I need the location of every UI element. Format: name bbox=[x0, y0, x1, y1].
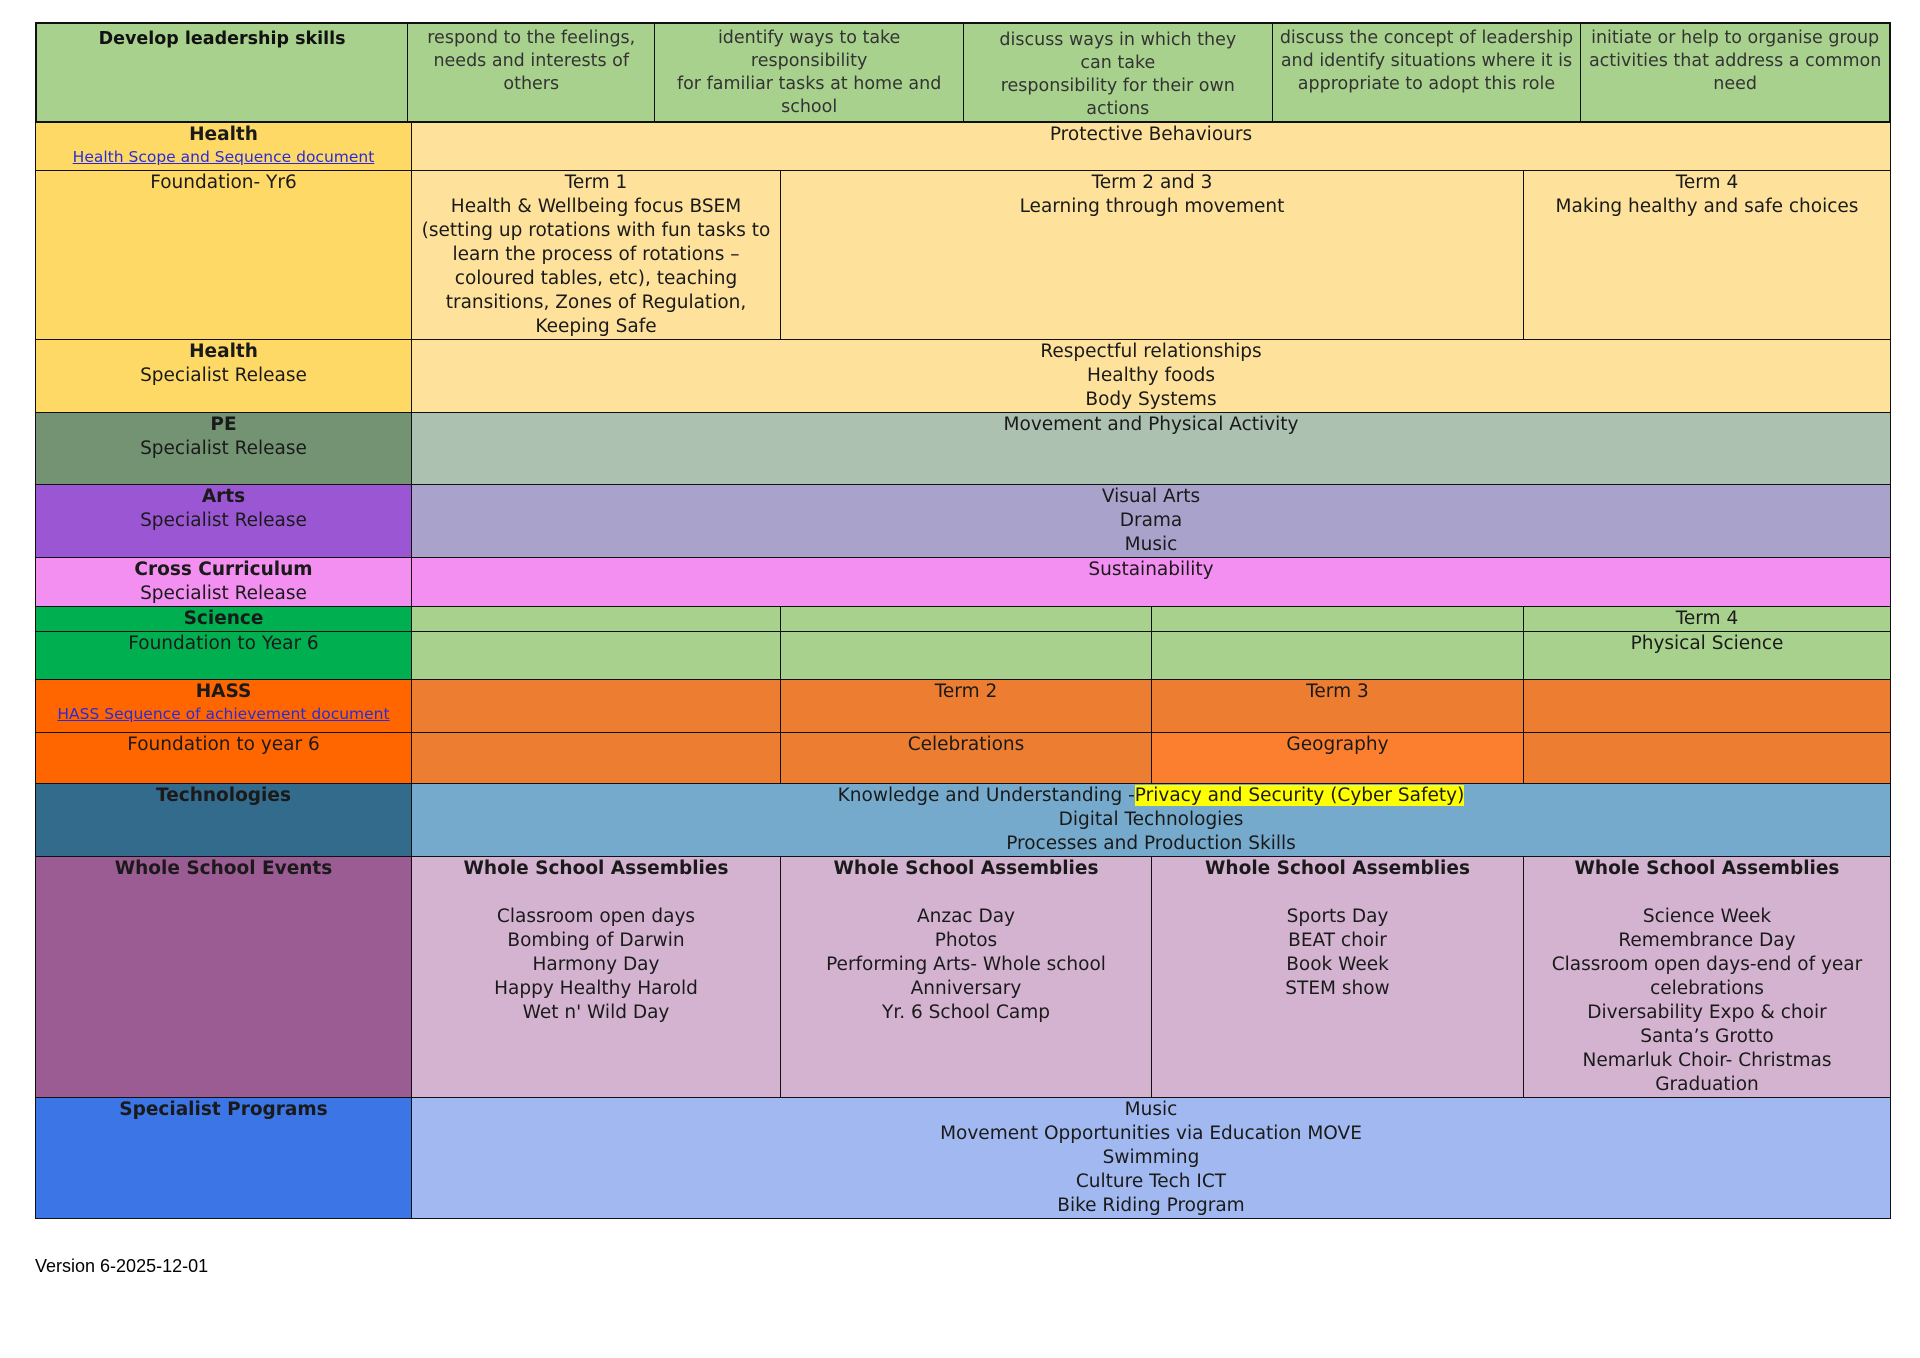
whole-school-term4 bbox=[1524, 857, 1891, 1098]
program-item: Music bbox=[1124, 1099, 1178, 1120]
science-row bbox=[36, 607, 1891, 632]
science-title: Science bbox=[36, 607, 412, 632]
event-item: Anzac Day bbox=[916, 906, 1015, 927]
leadership-text: responsibility for their own actions bbox=[1000, 76, 1235, 119]
hass-term2: Celebrations bbox=[781, 733, 1152, 784]
assemblies-heading: Whole School Assemblies bbox=[833, 858, 1099, 879]
whole-school-term2 bbox=[781, 857, 1152, 1098]
health-terms-row bbox=[36, 171, 1891, 340]
leadership-text: initiate or help to organise group bbox=[1591, 28, 1880, 48]
leadership-cell-5 bbox=[1581, 24, 1890, 122]
health-term23-cell bbox=[781, 171, 1524, 340]
technologies-prefix: Knowledge and Understanding - bbox=[837, 785, 1135, 806]
health-term23-line: Learning through movement bbox=[1019, 196, 1285, 217]
leadership-text: school bbox=[781, 97, 838, 117]
leadership-text: and identify situations where it is bbox=[1280, 51, 1573, 71]
leadership-text: others bbox=[503, 74, 560, 94]
health-label-cell bbox=[36, 123, 412, 171]
assemblies-heading: Whole School Assemblies bbox=[1574, 858, 1840, 879]
hass-term1-heading bbox=[412, 680, 781, 733]
leadership-cell bbox=[36, 23, 1891, 123]
event-item: Sports Day bbox=[1286, 906, 1389, 927]
health-term1-line: (setting up rotations with fun tasks to bbox=[421, 220, 771, 241]
science-term1-heading bbox=[412, 607, 781, 632]
hass-term4-heading bbox=[1524, 680, 1891, 733]
leadership-cell-3 bbox=[963, 24, 1272, 122]
health-specialist-line: Respectful relationships bbox=[1040, 341, 1262, 362]
science-term1 bbox=[412, 632, 781, 680]
specialist-programs-row bbox=[36, 1098, 1891, 1219]
science-term2 bbox=[781, 632, 1152, 680]
science-term3-heading bbox=[1152, 607, 1524, 632]
program-item: Movement Opportunities via Education MOVE bbox=[940, 1123, 1362, 1144]
health-term1-line: Keeping Safe bbox=[535, 316, 657, 337]
health-term1-heading: Term 1 bbox=[564, 172, 628, 193]
event-item: Wet n' Wild Day bbox=[522, 1002, 670, 1023]
whole-school-term1 bbox=[412, 857, 781, 1098]
leadership-title: Develop leadership skills bbox=[37, 24, 408, 122]
health-term1-line: coloured tables, etc), teaching bbox=[454, 268, 738, 289]
arts-content bbox=[412, 485, 1891, 558]
technologies-line: Digital Technologies bbox=[1058, 809, 1244, 830]
health-term1-cell bbox=[412, 171, 781, 340]
health-scope-link[interactable]: Health Scope and Sequence document bbox=[72, 148, 375, 166]
leadership-text: respond to the feelings, bbox=[427, 28, 636, 48]
program-item: Culture Tech ICT bbox=[1075, 1171, 1227, 1192]
curriculum-table bbox=[35, 22, 1891, 1219]
hass-title: HASS bbox=[195, 681, 252, 702]
protective-behaviours-cell: Protective Behaviours bbox=[412, 123, 1891, 171]
cross-title: Cross Curriculum bbox=[134, 559, 313, 580]
leadership-text: discuss ways in which they bbox=[999, 30, 1237, 50]
health-term4-cell bbox=[1524, 171, 1891, 340]
event-item: Graduation bbox=[1655, 1074, 1759, 1095]
pe-label bbox=[36, 413, 412, 485]
arts-sub: Specialist Release bbox=[140, 510, 307, 531]
leadership-text: appropriate to adopt this role bbox=[1297, 74, 1556, 94]
health-title: Health bbox=[189, 124, 258, 145]
cross-row bbox=[36, 558, 1891, 607]
event-item: Classroom open days bbox=[496, 906, 696, 927]
hass-content-row bbox=[36, 733, 1891, 784]
spacer bbox=[1156, 881, 1519, 905]
arts-line: Drama bbox=[1119, 510, 1183, 531]
leadership-text: need bbox=[1713, 74, 1757, 94]
cross-label bbox=[36, 558, 412, 607]
health-specialist-sub: Specialist Release bbox=[140, 365, 307, 386]
event-item: Harmony Day bbox=[532, 954, 660, 975]
science-content-row bbox=[36, 632, 1891, 680]
technologies-row bbox=[36, 784, 1891, 857]
leadership-cell-2 bbox=[655, 24, 964, 122]
event-item: Santa’s Grotto bbox=[1640, 1026, 1774, 1047]
science-term2-heading bbox=[781, 607, 1152, 632]
leadership-text: can take bbox=[1080, 53, 1156, 73]
leadership-text: needs and interests of bbox=[433, 51, 630, 71]
specialist-programs-content bbox=[412, 1098, 1891, 1219]
technologies-content bbox=[412, 784, 1891, 857]
program-item: Bike Riding Program bbox=[1057, 1195, 1245, 1216]
cyber-safety-highlight: Privacy and Security (Cyber Safety) bbox=[1134, 785, 1465, 806]
program-item: Swimming bbox=[1102, 1147, 1200, 1168]
leadership-text: for familiar tasks at home and bbox=[676, 74, 942, 94]
hass-label bbox=[36, 680, 412, 733]
health-foundation-label: Foundation- Yr6 bbox=[36, 171, 412, 340]
arts-label bbox=[36, 485, 412, 558]
health-term1-line: learn the process of rotations – bbox=[452, 244, 740, 265]
cross-sub: Specialist Release bbox=[140, 583, 307, 604]
health-term4-line: Making healthy and safe choices bbox=[1555, 196, 1859, 217]
event-item: Science Week bbox=[1642, 906, 1772, 927]
event-item: Anniversary bbox=[910, 978, 1022, 999]
technologies-line bbox=[416, 784, 1886, 808]
pe-row bbox=[36, 413, 1891, 485]
hass-term2-heading: Term 2 bbox=[781, 680, 1152, 733]
pe-content bbox=[412, 413, 1891, 485]
cross-line: Sustainability bbox=[1088, 559, 1214, 580]
health-term1-line: Health & Wellbeing focus BSEM bbox=[450, 196, 742, 217]
event-item: STEM show bbox=[1285, 978, 1390, 999]
leadership-table bbox=[36, 23, 1890, 122]
leadership-text: activities that address a common bbox=[1588, 51, 1882, 71]
technologies-line: Processes and Production Skills bbox=[1006, 833, 1296, 854]
health-term23-heading: Term 2 and 3 bbox=[1091, 172, 1213, 193]
whole-school-row bbox=[36, 857, 1891, 1098]
event-item: Happy Healthy Harold bbox=[494, 978, 698, 999]
pe-sub: Specialist Release bbox=[140, 438, 307, 459]
health-specialist-title: Health bbox=[189, 341, 258, 362]
health-specialist-line: Body Systems bbox=[1085, 389, 1217, 410]
spacer bbox=[1528, 881, 1886, 905]
technologies-title: Technologies bbox=[36, 784, 412, 857]
hass-sub: Foundation to year 6 bbox=[36, 733, 412, 784]
hass-term4 bbox=[1524, 733, 1891, 784]
leadership-text: discuss the concept of leadership bbox=[1279, 28, 1574, 48]
leadership-cell-4 bbox=[1272, 24, 1581, 122]
pe-title: PE bbox=[210, 414, 237, 435]
cross-content bbox=[412, 558, 1891, 607]
arts-title: Arts bbox=[201, 486, 246, 507]
specialist-programs-title: Specialist Programs bbox=[36, 1098, 412, 1219]
leadership-text: identify ways to take responsibility bbox=[717, 28, 901, 71]
pe-line: Movement and Physical Activity bbox=[1003, 414, 1299, 435]
event-item: Diversability Expo & choir bbox=[1587, 1002, 1827, 1023]
health-row bbox=[36, 123, 1891, 171]
hass-sequence-link[interactable]: HASS Sequence of achievement document bbox=[57, 705, 390, 723]
hass-row bbox=[36, 680, 1891, 733]
science-term3 bbox=[1152, 632, 1524, 680]
event-item: celebrations bbox=[1650, 978, 1764, 999]
health-specialist-content bbox=[412, 340, 1891, 413]
event-item: Performing Arts- Whole school bbox=[826, 954, 1106, 975]
science-sub: Foundation to Year 6 bbox=[36, 632, 412, 680]
hass-term3-heading: Term 3 bbox=[1152, 680, 1524, 733]
health-specialist-row bbox=[36, 340, 1891, 413]
arts-row bbox=[36, 485, 1891, 558]
assemblies-heading: Whole School Assemblies bbox=[463, 858, 729, 879]
spacer bbox=[785, 881, 1147, 905]
leadership-row bbox=[36, 23, 1891, 123]
event-item: Bombing of Darwin bbox=[507, 930, 685, 951]
science-term4-heading: Term 4 bbox=[1524, 607, 1891, 632]
event-item: Nemarluk Choir- Christmas bbox=[1582, 1050, 1832, 1071]
event-item: Photos bbox=[934, 930, 998, 951]
health-term4-heading: Term 4 bbox=[1675, 172, 1739, 193]
leadership-cell-1 bbox=[408, 24, 655, 122]
whole-school-title: Whole School Events bbox=[36, 857, 412, 1098]
arts-line: Music bbox=[1124, 534, 1178, 555]
arts-line: Visual Arts bbox=[1101, 486, 1201, 507]
event-item: Book Week bbox=[1286, 954, 1389, 975]
health-specialist-label bbox=[36, 340, 412, 413]
spacer bbox=[416, 881, 776, 905]
version-footer: Version 6-2025-12-01 bbox=[35, 1256, 209, 1276]
assemblies-heading: Whole School Assemblies bbox=[1205, 858, 1470, 879]
hass-term3: Geography bbox=[1152, 733, 1524, 784]
event-item: Yr. 6 School Camp bbox=[882, 1002, 1050, 1023]
event-item: Remembrance Day bbox=[1618, 930, 1796, 951]
whole-school-term3 bbox=[1152, 857, 1524, 1098]
event-item: BEAT choir bbox=[1288, 930, 1387, 951]
science-term4: Physical Science bbox=[1524, 632, 1891, 680]
hass-term1 bbox=[412, 733, 781, 784]
health-term1-line: transitions, Zones of Regulation, bbox=[445, 292, 747, 313]
health-specialist-line: Healthy foods bbox=[1086, 365, 1216, 386]
event-item: Classroom open days-end of year bbox=[1551, 954, 1863, 975]
